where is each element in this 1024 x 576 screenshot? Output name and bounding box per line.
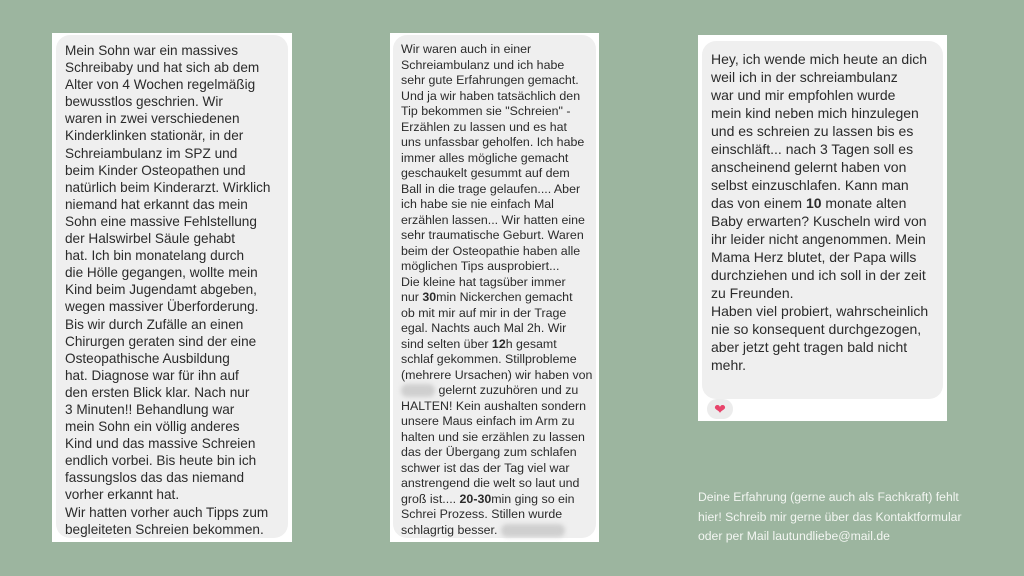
message-line bbox=[65, 333, 288, 350]
message-line bbox=[711, 176, 943, 194]
text: schwer ist das der Tag viel war bbox=[401, 460, 570, 475]
text: endlich vorbei. Bis heute bin ich bbox=[65, 453, 257, 469]
message-line bbox=[711, 248, 943, 266]
message-line bbox=[711, 338, 943, 356]
message-line bbox=[65, 230, 288, 247]
text: Wir hatten vorher auch Tipps zum bbox=[65, 504, 269, 520]
message-line bbox=[711, 302, 943, 320]
text: weil ich in der schreiambulanz bbox=[711, 69, 898, 85]
redacted-name bbox=[401, 384, 435, 397]
message-bubble bbox=[702, 41, 943, 399]
text: bewusstlos geschrien. Wir bbox=[65, 94, 223, 110]
message-line bbox=[711, 320, 943, 338]
message-bubble bbox=[56, 35, 288, 538]
text: Erzählen zu lassen und es hat bbox=[401, 119, 568, 134]
text: h gesamt bbox=[505, 336, 557, 351]
text: Bis wir durch Zufälle an einen bbox=[65, 316, 244, 332]
text: hat. Diagnose war für ihn auf bbox=[65, 367, 239, 383]
text: Wir waren auch in einer bbox=[401, 42, 532, 56]
message-line bbox=[65, 452, 288, 469]
message-line bbox=[401, 430, 596, 446]
testimonial-card-3 bbox=[698, 35, 947, 421]
message-line bbox=[401, 213, 596, 229]
message-line bbox=[401, 383, 596, 399]
text: mein Sohn ein völlig anderes bbox=[65, 419, 240, 435]
message-line bbox=[65, 469, 288, 486]
text: Tip bekommen sie "Schreien" - bbox=[401, 104, 571, 118]
text: vorher erkannt hat. bbox=[65, 487, 180, 503]
text: min ging so ein bbox=[491, 491, 575, 506]
text: die Hölle gegangen, wollte mein bbox=[65, 265, 258, 281]
message-line bbox=[65, 367, 288, 384]
text: niemand hat erkannt das mein bbox=[65, 196, 248, 212]
text: mehr. bbox=[711, 357, 747, 373]
text: das der Übergang zum schlafen bbox=[401, 445, 577, 459]
bold-text: 30 bbox=[422, 290, 437, 304]
message-line bbox=[401, 42, 596, 58]
text: Die kleine hat tagsüber immer bbox=[401, 274, 566, 289]
text: Alter von 4 Wochen regelmäßig bbox=[65, 77, 256, 93]
message-line bbox=[401, 352, 596, 368]
text: begleiteten Schreien bekommen. bbox=[65, 521, 264, 537]
message-line bbox=[711, 86, 943, 104]
message-line bbox=[65, 213, 288, 230]
message-line bbox=[401, 58, 596, 74]
message-line bbox=[401, 476, 596, 492]
message-line bbox=[711, 50, 943, 68]
message-line bbox=[401, 306, 596, 322]
message-line bbox=[401, 120, 596, 136]
bold-text: 12 bbox=[491, 336, 506, 351]
message-line bbox=[401, 244, 596, 260]
text: war und mir empfohlen wurde bbox=[711, 87, 896, 103]
message-line bbox=[65, 298, 288, 315]
text: Ball in die trage gelaufen.... Aber bbox=[401, 181, 581, 196]
text: selbst einzuschlafen. Kann man bbox=[711, 177, 909, 193]
message-line bbox=[711, 230, 943, 248]
message-line bbox=[401, 445, 596, 461]
message-line bbox=[65, 350, 288, 367]
text: sehr traumatische Geburt. Waren bbox=[401, 228, 584, 242]
message-line bbox=[711, 212, 943, 230]
message-line bbox=[711, 140, 943, 158]
text: Schreibaby und hat sich ab dem bbox=[65, 60, 260, 76]
message-line bbox=[711, 266, 943, 284]
message-line bbox=[401, 104, 596, 120]
text: Schreiambulanz im SPZ und bbox=[65, 145, 238, 161]
text: beim der Osteopathie haben alle bbox=[401, 243, 581, 258]
text: Hey, ich wende mich heute an dich bbox=[711, 51, 928, 67]
message-line bbox=[65, 435, 288, 452]
text: hat. Ich bin monatelang durch bbox=[65, 248, 245, 264]
message-bubble bbox=[393, 35, 596, 538]
bold-text: 20-30 bbox=[459, 491, 492, 506]
text: beim Kinder Osteopathen und bbox=[65, 162, 246, 178]
call-to-action-text bbox=[698, 488, 962, 547]
message-line bbox=[401, 523, 596, 539]
message-line bbox=[401, 492, 596, 508]
text: ob mit mir auf mir in der Trage bbox=[401, 305, 567, 320]
message-line bbox=[65, 196, 288, 213]
message-line bbox=[401, 414, 596, 430]
message-line bbox=[65, 76, 288, 93]
message-line bbox=[401, 337, 596, 353]
redacted-name bbox=[501, 524, 565, 537]
message-line bbox=[65, 247, 288, 264]
text: Osteopathische Ausbildung bbox=[65, 350, 230, 366]
text: Sohn eine massive Fehlstellung bbox=[65, 213, 257, 229]
text: und es schreien zu lassen bis es bbox=[711, 123, 914, 139]
message-line bbox=[711, 68, 943, 86]
text: Kinderklinken stationär, in der bbox=[65, 128, 244, 144]
message-line bbox=[65, 59, 288, 76]
text: waren in zwei verschiedenen bbox=[65, 111, 240, 127]
message-line bbox=[401, 197, 596, 213]
message-line bbox=[65, 127, 288, 144]
text: geschaukelt gesummt auf dem bbox=[401, 166, 570, 180]
message-line bbox=[711, 284, 943, 302]
testimonial-card-1 bbox=[52, 33, 292, 542]
text: monate alten bbox=[821, 195, 907, 211]
text: Schreiambulanz und ich habe bbox=[401, 57, 565, 72]
text: Und ja wir haben tatsächlich den bbox=[401, 88, 581, 103]
text: egal. Nachts auch Mal 2h. Wir bbox=[401, 321, 567, 335]
text: Baby erwarten? Kuscheln wird von bbox=[711, 213, 927, 229]
text: das von einem bbox=[711, 195, 806, 211]
message-line bbox=[401, 135, 596, 151]
message-line bbox=[711, 194, 943, 212]
message-line bbox=[65, 110, 288, 127]
testimonial-card-2 bbox=[390, 33, 599, 542]
text: möglichen Tips ausprobiert... bbox=[401, 259, 560, 273]
message-line bbox=[65, 145, 288, 162]
text: min Nickerchen gemacht bbox=[436, 290, 573, 304]
text: Haben viel probiert, wahrscheinlich bbox=[711, 303, 929, 319]
message-line bbox=[65, 264, 288, 281]
bold-text: 10 bbox=[805, 195, 822, 211]
message-line bbox=[65, 316, 288, 333]
text: uns unfassbar geholfen. Ich habe bbox=[401, 135, 585, 149]
text: nie so konsequent durchgezogen, bbox=[711, 321, 922, 337]
text: ihr leider nicht angenommen. Mein bbox=[711, 231, 926, 247]
message-line bbox=[65, 93, 288, 110]
message-line bbox=[401, 73, 596, 89]
text: fassungslos das das niemand bbox=[65, 470, 245, 486]
message-line bbox=[401, 399, 596, 415]
message-line bbox=[401, 259, 596, 275]
message-line bbox=[65, 401, 288, 418]
message-line bbox=[401, 166, 596, 182]
text: 3 Minuten!! Behandlung war bbox=[65, 401, 235, 417]
message-line bbox=[401, 368, 596, 384]
text: immer alles mögliche gemacht bbox=[401, 150, 569, 165]
text: der Halswirbel Säule gehabt bbox=[65, 231, 236, 247]
text: HALTEN! Kein aushalten sondern bbox=[401, 398, 587, 413]
message-line bbox=[401, 182, 596, 198]
text: ich habe sie nie einfach Mal bbox=[401, 197, 554, 211]
message-line bbox=[65, 504, 288, 521]
message-line bbox=[401, 228, 596, 244]
text: unsere Maus einfach im Arm zu bbox=[401, 414, 575, 428]
text: Schrei Prozess. Stillen wurde bbox=[401, 507, 563, 521]
text: anscheinend gelernt haben von bbox=[711, 159, 907, 175]
text: den ersten Blick klar. Nach nur bbox=[65, 384, 250, 400]
message-line bbox=[711, 104, 943, 122]
message-line bbox=[65, 162, 288, 179]
text: anstrengend die welt so laut und bbox=[401, 476, 580, 490]
footer-line: Deine Erfahrung (gerne auch als Fachkraft) fehlt bbox=[698, 490, 959, 504]
text: natürlich beim Kinderarzt. Wirklich bbox=[65, 179, 271, 195]
text: Mein Sohn war ein massives bbox=[65, 43, 239, 58]
text: erzählen lassen... Wir hatten eine bbox=[401, 212, 585, 227]
message-line bbox=[711, 158, 943, 176]
text: einschläft... nach 3 Tagen soll es bbox=[711, 141, 914, 157]
message-line bbox=[65, 486, 288, 503]
text: sind selten über bbox=[401, 336, 492, 351]
text: Chirurgen geraten sind der eine bbox=[65, 333, 257, 349]
text: schlaf gekommen. Stillprobleme bbox=[401, 352, 577, 366]
message-line bbox=[65, 42, 288, 59]
message-line bbox=[65, 179, 288, 196]
message-line bbox=[711, 122, 943, 140]
message-line bbox=[65, 384, 288, 401]
text: schlagrtig besser. bbox=[401, 522, 501, 537]
text: mein kind neben mich hinzulegen bbox=[711, 105, 919, 121]
text: Kind beim Jugendamt abgeben, bbox=[65, 282, 257, 298]
message-line bbox=[65, 418, 288, 435]
message-line bbox=[401, 290, 596, 306]
message-line bbox=[711, 356, 943, 374]
message-line bbox=[401, 89, 596, 105]
message-line bbox=[401, 461, 596, 477]
text: (mehrere Ursachen) wir haben von bbox=[401, 367, 593, 382]
text: durchziehen und ich soll in der zeit bbox=[711, 267, 926, 283]
message-line bbox=[65, 281, 288, 298]
heart-reaction-icon[interactable]: ❤ bbox=[707, 399, 733, 419]
text: sehr gute Erfahrungen gemacht. bbox=[401, 73, 579, 87]
text: aber jetzt geht tragen bald nicht bbox=[711, 339, 908, 355]
text: gelernt zuzuhören und zu bbox=[435, 383, 579, 397]
text: wegen massiver Überforderung. bbox=[65, 299, 259, 315]
text: zu Freunden. bbox=[711, 285, 794, 301]
text: Mama Herz blutet, der Papa wills bbox=[711, 249, 917, 265]
footer-line: hier! Schreib mir gerne über das Kontaktformular bbox=[698, 509, 962, 524]
message-line bbox=[401, 321, 596, 337]
message-line bbox=[65, 521, 288, 538]
text: Kind und das massive Schreien bbox=[65, 436, 256, 452]
text: groß ist.... bbox=[401, 491, 460, 506]
footer-line: oder per Mail lautundliebe@mail.de bbox=[698, 529, 890, 543]
text: halten und sie erzählen zu lassen bbox=[401, 429, 585, 444]
text: nur bbox=[401, 290, 423, 304]
message-line bbox=[401, 151, 596, 167]
message-line bbox=[401, 507, 596, 523]
message-line bbox=[401, 275, 596, 291]
